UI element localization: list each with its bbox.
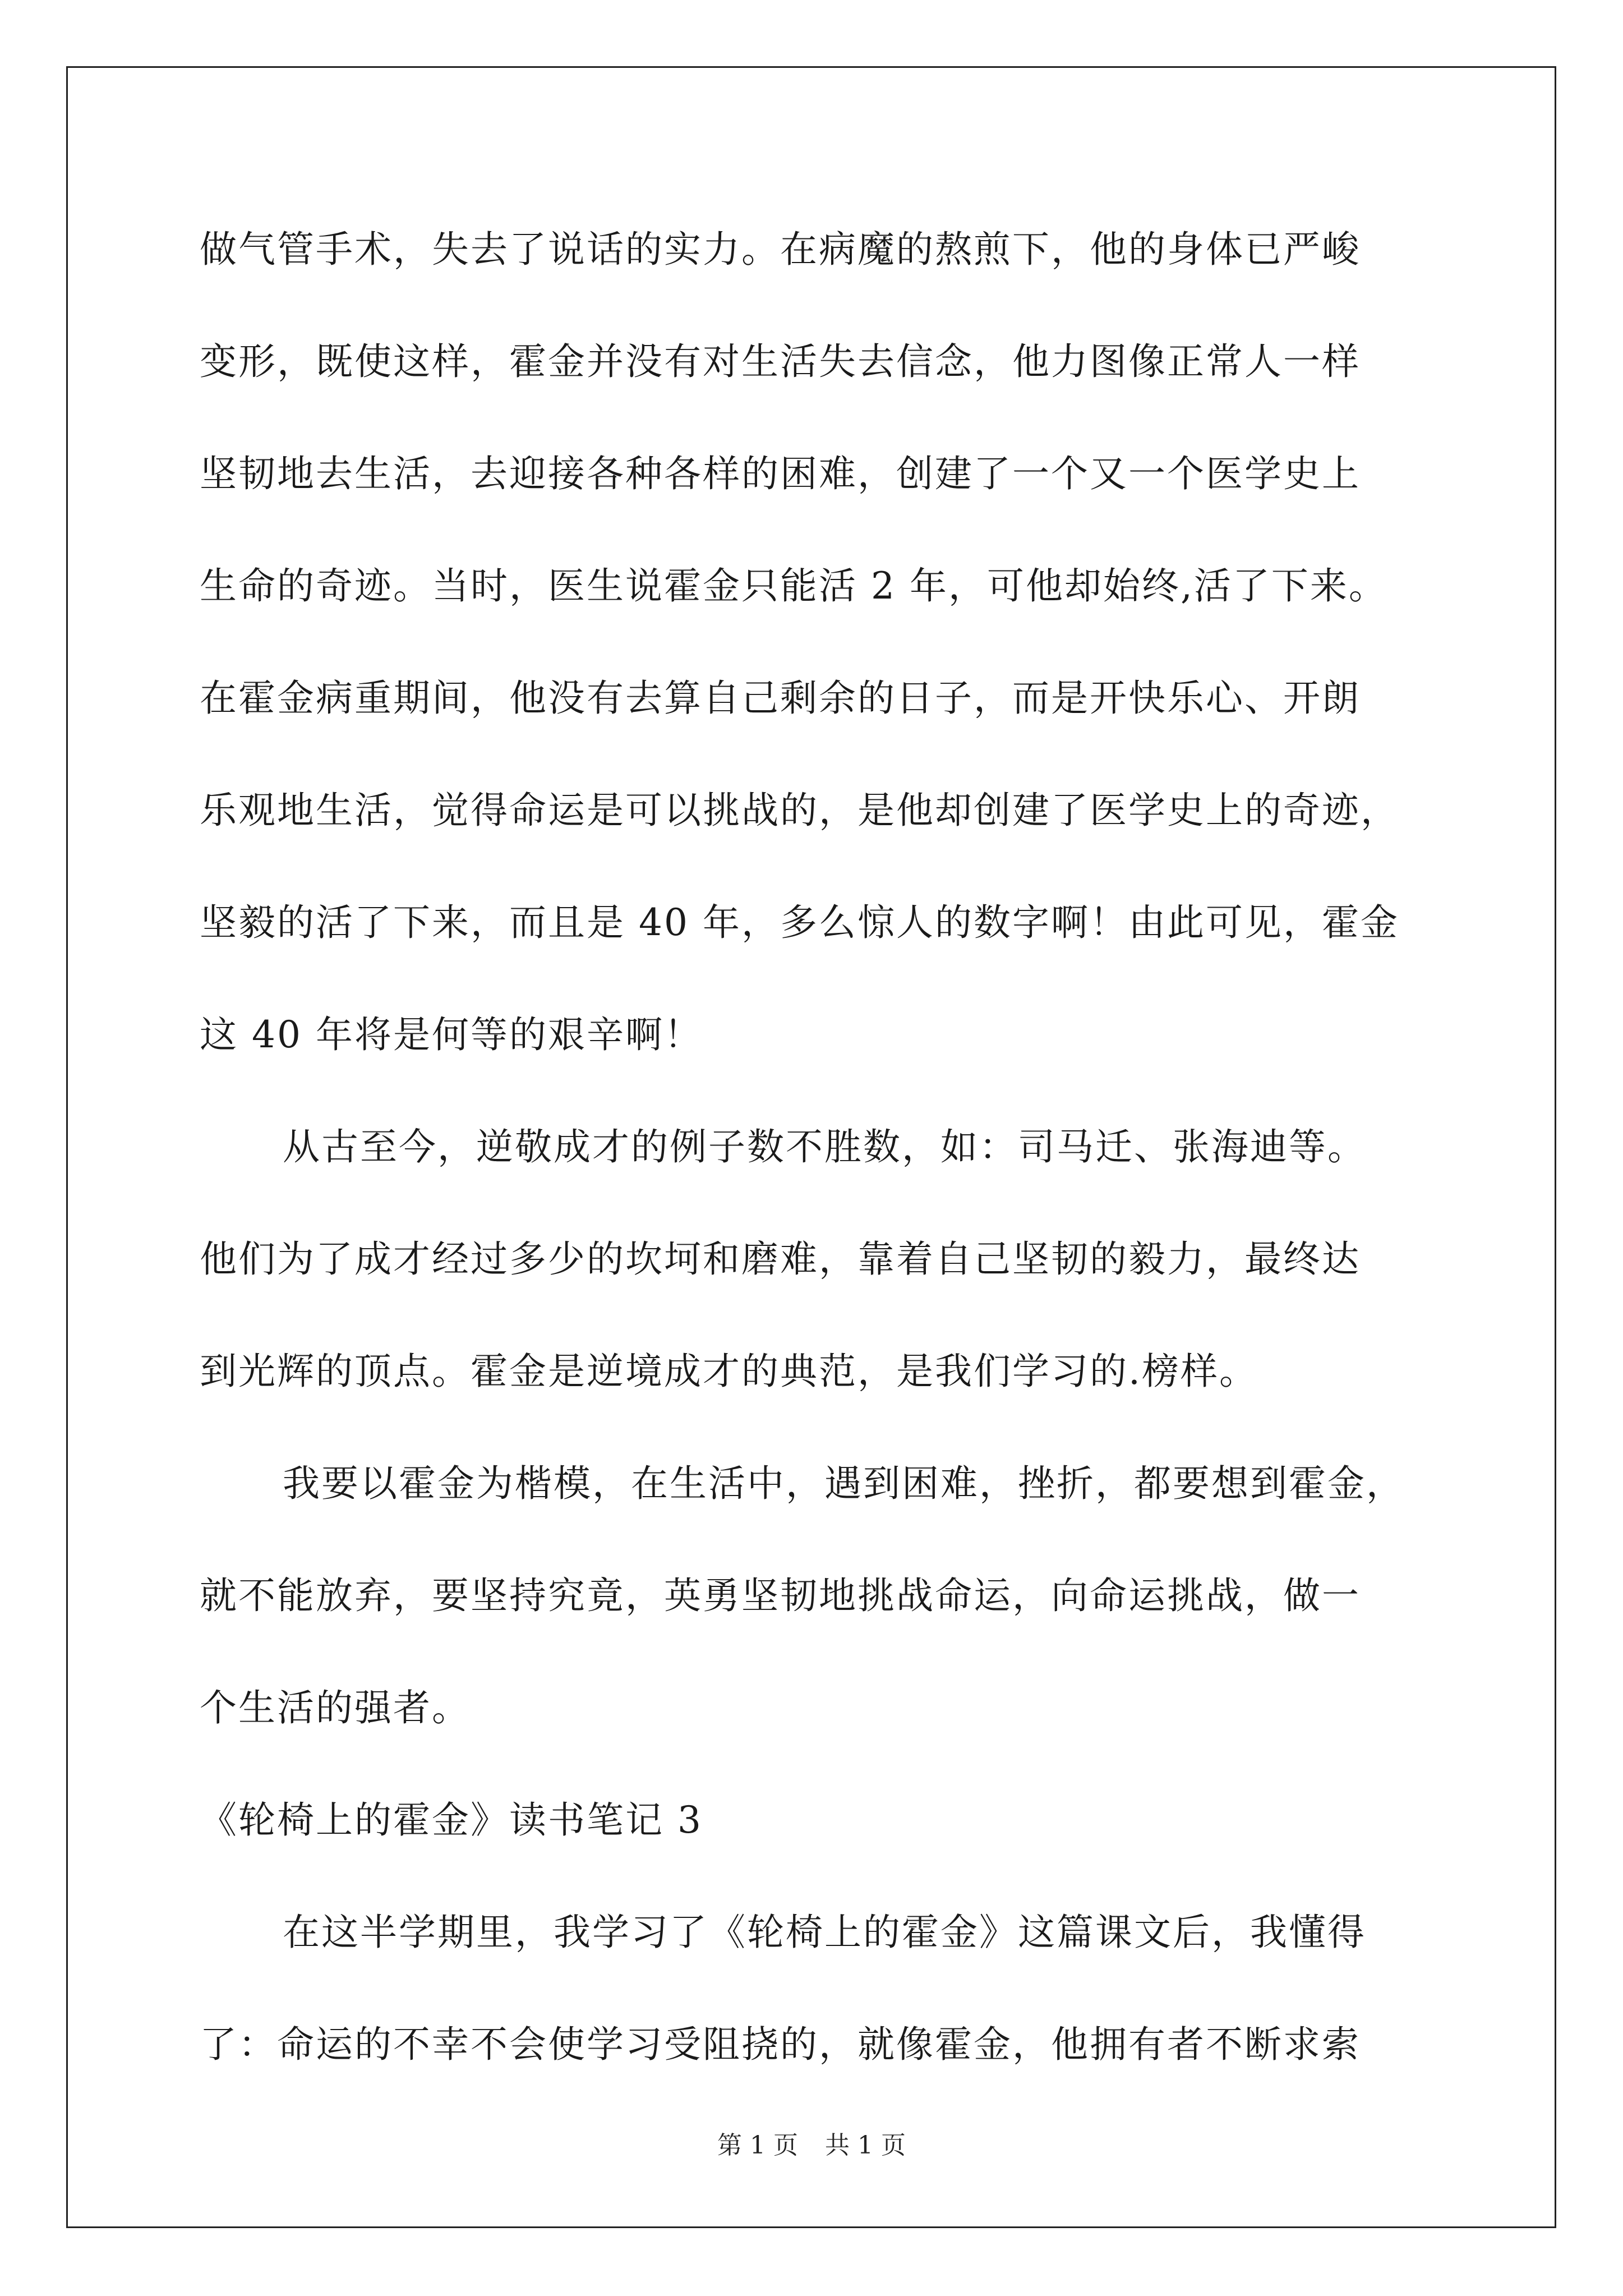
- page-number: 第 1 页: [717, 2131, 798, 2160]
- paragraph-4: [200, 1902, 1428, 2126]
- text-line: 在这半学期里，我学习了《轮椅上的霍金》这篇课文后，我懂得: [283, 1911, 1366, 1954]
- text-line: 变形，既使这样，霍金并没有对生活失去信念，他力图像正常人一样: [200, 340, 1361, 383]
- text-line: 个生活的强者。: [200, 1686, 471, 1729]
- paragraph-2: [200, 1116, 1428, 1453]
- text-line: 了：命运的不幸不会使学习受阻挠的，就像霍金，他拥有者不断求索: [200, 2023, 1361, 2066]
- text-line: 他们为了成才经过多少的坎坷和磨难，靠着自己坚韧的毅力，最终达: [200, 1237, 1361, 1281]
- text-line: 到光辉的顶点。霍金是逆境成才的典范，是我们学习的.榜样。: [200, 1350, 1258, 1393]
- paragraph-3: [200, 1453, 1428, 1789]
- page-total: 共 1 页: [825, 2131, 906, 2160]
- text-line: 坚毅的活了下来，而且是 40 年，多么惊人的数字啊！由此可见，霍金: [200, 901, 1399, 944]
- text-line: 在霍金病重期间，他没有去算自己剩余的日子，而是开快乐心、开朗: [200, 677, 1361, 720]
- section-title: 《轮椅上的霍金》读书笔记 3: [200, 1798, 703, 1842]
- text-line: 这 40 年将是何等的艰辛啊！: [200, 1013, 703, 1056]
- page-footer: [0, 2125, 1623, 2161]
- document-body: [200, 219, 1428, 2126]
- text-line: 我要以霍金为楷模，在生活中，遇到困难，挫折，都要想到霍金，: [283, 1462, 1405, 1505]
- text-line: 从古至今，逆敬成才的例子数不胜数，如：司马迁、张海迪等。: [283, 1125, 1366, 1168]
- text-line: 就不能放弃，要坚持究竟，英勇坚韧地挑战命运，向命运挑战，做一: [200, 1574, 1361, 1617]
- text-line: 坚韧地去生活，去迎接各种各样的困难，创建了一个又一个医学史上: [200, 452, 1361, 495]
- text-line: 乐观地生活，觉得命运是可以挑战的，是他却创建了医学史上的奇迹，: [200, 789, 1399, 832]
- text-line: 生命的奇迹。当时，医生说霍金只能活 2 年，可他却始终,活了下来。: [200, 564, 1387, 608]
- text-line: 做气管手术，失去了说话的实力。在病魔的熬煎下，他的身体已严峻: [200, 228, 1361, 271]
- paragraph-1: [200, 219, 1428, 1116]
